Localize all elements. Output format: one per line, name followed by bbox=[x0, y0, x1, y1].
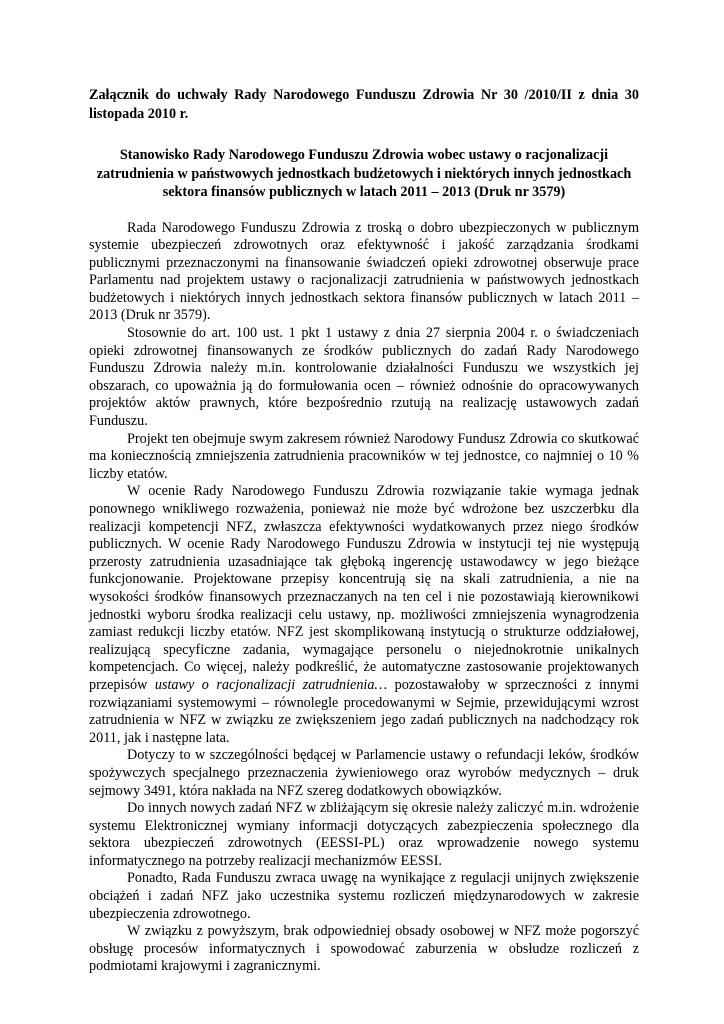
act-title-italic: ustawy o racjonalizacji zatrudnienia… bbox=[154, 676, 388, 693]
paragraph-4-part-a: W ocenie Rady Narodowego Funduszu Zdrowia rozwiązanie takie wymaga jednak ponownego wnikliwego rozważenia, ponieważ nie może być wdrożone bez uszczerbku dla realizacji kompetencji NFZ, zwłaszcza efektywności wydatkowanych przez niego środków publicznych. W ocenie Rady Narodowego Funduszu Zdrowia w instytucji tej nie występują przerosty zatrudnienia uzasadniające tak głęboką ingerencję ustawodawcy w jego bieżące funkcjonowanie. Projektowane przepisy koncentrują się na skali zatrudnienia, a nie na wysokości środków finansowych przeznaczanych na ten cel i nie pozostawiają kierownikowi jednostki wyboru środka realizacji celu ustawy, np. możliwości zmniejszenia wynagrodzenia zamiast redukcji liczby etatów. NFZ jest skomplikowaną instytucją o strukturze oddziałowej, realizującą specyficzne zadania, wymagające personelu o niejednokrotnie unikalnych kompetencjach. Co więcej, należy podkreślić, że automatyczne zastosowanie projektowanych przepisów bbox=[89, 483, 639, 693]
paragraph-4-part-b: pozostawałoby w sprzeczności z innymi rozwiązaniami systemowymi – równolegle procedowanymi w Sejmie, przewidującymi wzrost zatrudnienia w NFZ w związku ze zwiększeniem jego zadań publicznych na nadchodzący rok 2011, jak i następne lata. bbox=[89, 676, 640, 746]
document-page bbox=[89, 86, 639, 976]
paragraph-1: Rada Narodowego Funduszu Zdrowia z troską o dobro ubezpieczonych w publicznym systemie ubezpieczeń zdrowotnych oraz efektywność i jakość zarządzania środkami publicznymi przeznaczonymi na finansowanie świadczeń opieki zdrowotnej obserwuje prace Parlamentu nad projektem ustawy o racjonalizacji zatrudnienia w państwowych jednostkach budżetowych i niektórych innych jednostkach sektora finansów publicznych w latach 2011 – 2013 (Druk nr 3579). bbox=[89, 219, 639, 324]
paragraph-8: W związku z powyższym, brak odpowiedniej obsady osobowej w NFZ może pogorszyć obsługę procesów informatycznych i spowodować zaburzenia w obsłudze rozliczeń z podmiotami krajowymi i zagranicznymi. bbox=[89, 923, 639, 975]
document-title: Stanowisko Rady Narodowego Funduszu Zdrowia wobec ustawy o racjonalizacji zatrudnienia w państwowych jednostkach budżetowych i niektórych innych jednostkach sektora finansów publicznych w latach 2011 – 2013 (Druk nr 3579) bbox=[96, 147, 632, 200]
paragraph-5: Dotyczy to w szczególności będącej w Parlamencie ustawy o refundacji leków, środków spożywczych specjalnego przeznaczenia żywieniowego oraz wyrobów medycznych – druk sejmowy 3491, która nakłada na NFZ szereg dodatkowych obowiązków. bbox=[89, 747, 639, 799]
paragraph-4 bbox=[89, 483, 639, 747]
paragraph-7: Ponadto, Rada Funduszu zwraca uwagę na wynikające z regulacji unijnych zwiększenie obciążeń i zadań NFZ jako uczestnika systemu rozliczeń międzynarodowych w zakresie ubezpieczenia zdrowotnego. bbox=[89, 870, 639, 922]
paragraph-3: Projekt ten obejmuje swym zakresem również Narodowy Fundusz Zdrowia co skutkować ma koniecznością zmniejszenia zatrudnienia pracowników w tej jednostce, co najmniej o 10 % liczby etatów. bbox=[89, 430, 639, 482]
paragraph-2: Stosownie do art. 100 ust. 1 pkt 1 ustawy z dnia 27 sierpnia 2004 r. o świadczeniach opieki zdrowotnej finansowanych ze środków publicznych do zadań Rady Narodowego Funduszu Zdrowia należy m.in. kontrolowanie działalności Funduszu we wszystkich jej obszarach, co upoważnia ją do formułowania ocen – również odnośnie do opracowywanych projektów aktów prawnych, które bezpośrednio rzutują na realizację ustawowych zadań Funduszu. bbox=[89, 325, 639, 430]
paragraph-6: Do innych nowych zadań NFZ w zbliżającym się okresie należy zaliczyć m.in. wdrożenie systemu Elektronicznej wymiany informacji dotyczących zabezpieczenia społecznego dla sektora ubezpieczeń zdrowotnych (EESSI-PL) oraz wprowadzenie nowego systemu informatycznego na potrzeby realizacji mechanizmów EESSI. bbox=[89, 800, 639, 869]
attachment-heading: Załącznik do uchwały Rady Narodowego Funduszu Zdrowia Nr 30 /2010/II z dnia 30 listopada 2010 r. bbox=[89, 87, 639, 122]
